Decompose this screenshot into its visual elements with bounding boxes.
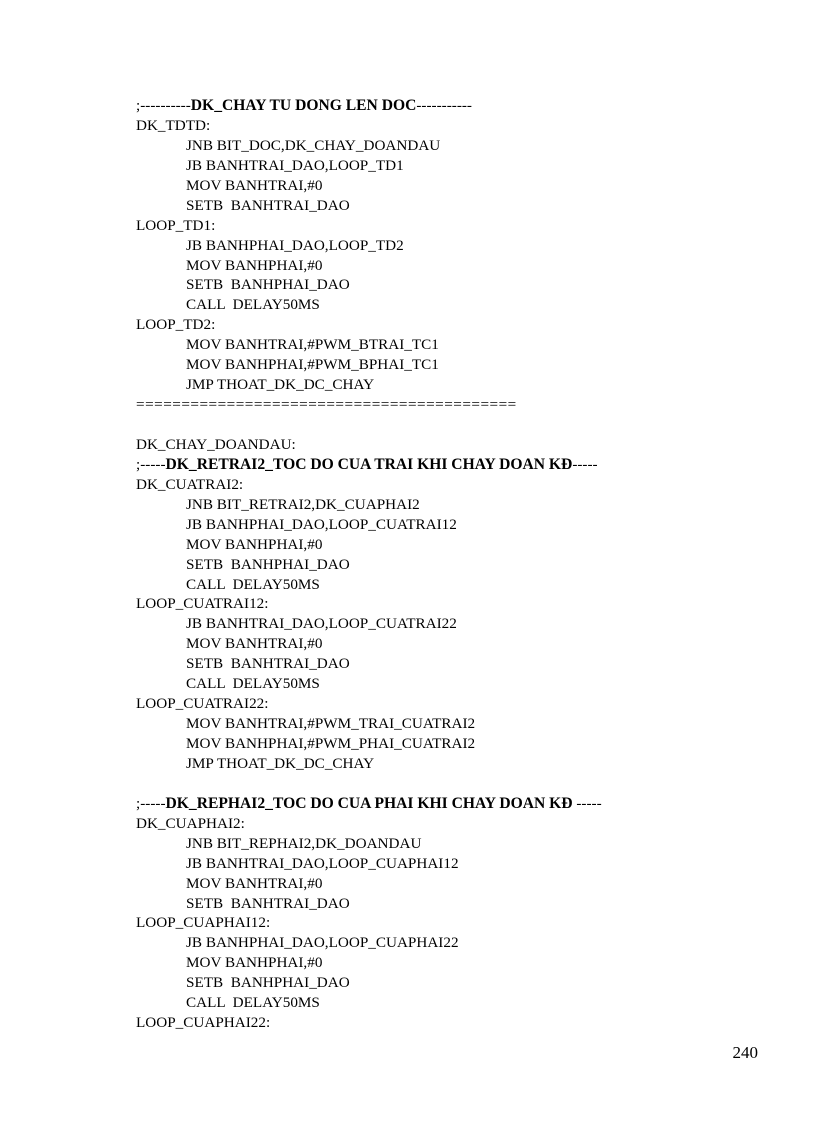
heading-title: DK_CHAY TU DONG LEN DOC xyxy=(190,97,417,114)
code-instruction: CALL DELAY50MS xyxy=(186,575,320,593)
section-heading xyxy=(136,455,756,475)
blank-line xyxy=(136,774,756,794)
code-instruction: JNB BIT_DOC,DK_CHAY_DOANDAU xyxy=(186,136,441,154)
heading-prefix: ;----- xyxy=(136,794,166,812)
code-label: DK_TDTD: xyxy=(136,116,211,134)
code-instruction: MOV BANHTRAI,#0 xyxy=(186,874,323,892)
code-label: LOOP_TD1: xyxy=(136,216,216,234)
code-instruction: JB BANHTRAI_DAO,LOOP_CUATRAI22 xyxy=(186,615,457,633)
code-instruction: JMP THOAT_DK_DC_CHAY xyxy=(186,376,375,394)
blank-line xyxy=(136,415,756,435)
code-instruction: SETB BANHPHAI_DAO xyxy=(186,555,350,573)
heading-prefix: ;----- xyxy=(136,455,166,473)
code-instruction: JNB BIT_REPHAI2,DK_DOANDAU xyxy=(186,834,422,852)
code-instruction: MOV BANHPHAI,#0 xyxy=(186,256,323,274)
code-instruction: SETB BANHPHAI_DAO xyxy=(186,276,350,294)
heading-title: DK_REPHAI2_TOC DO CUA PHAI KHI CHAY DOAN KĐ xyxy=(165,794,573,812)
heading-suffix: ----- xyxy=(572,455,598,473)
code-instruction: JNB BIT_RETRAI2,DK_CUAPHAI2 xyxy=(186,495,420,513)
code-instruction: JB BANHTRAI_DAO,LOOP_CUAPHAI12 xyxy=(186,854,459,872)
code-instruction: CALL DELAY50MS xyxy=(186,675,320,693)
code-label: LOOP_CUATRAI22: xyxy=(136,695,269,713)
code-listing xyxy=(136,96,756,1033)
code-label: DK_CUAPHAI2: xyxy=(136,814,245,832)
separator-line: ========================================== xyxy=(136,396,517,414)
section-heading xyxy=(136,96,756,116)
code-instruction: MOV BANHTRAI,#PWM_BTRAI_TC1 xyxy=(186,336,439,354)
code-instruction: JB BANHPHAI_DAO,LOOP_CUATRAI12 xyxy=(186,515,457,533)
code-instruction: MOV BANHTRAI,#0 xyxy=(186,635,323,653)
code-label: LOOP_TD2: xyxy=(136,316,216,334)
heading-suffix: ----------- xyxy=(416,97,472,114)
code-instruction: MOV BANHTRAI,#PWM_TRAI_CUATRAI2 xyxy=(186,715,476,733)
code-instruction: CALL DELAY50MS xyxy=(186,994,320,1012)
code-label: DK_CHAY_DOANDAU: xyxy=(136,435,296,453)
code-instruction: JB BANHTRAI_DAO,LOOP_TD1 xyxy=(186,156,404,174)
code-instruction: MOV BANHPHAI,#PWM_BPHAI_TC1 xyxy=(186,356,439,374)
code-label: LOOP_CUAPHAI22: xyxy=(136,1014,271,1032)
code-instruction: JMP THOAT_DK_DC_CHAY xyxy=(186,754,375,772)
code-label: LOOP_CUAPHAI12: xyxy=(136,914,271,932)
code-label: DK_CUATRAI2: xyxy=(136,475,244,493)
heading-title: DK_RETRAI2_TOC DO CUA TRAI KHI CHAY DOAN KĐ xyxy=(165,455,573,473)
code-instruction: JB BANHPHAI_DAO,LOOP_TD2 xyxy=(186,236,404,254)
code-instruction: MOV BANHPHAI,#PWM_PHAI_CUATRAI2 xyxy=(186,735,476,752)
code-instruction: SETB BANHTRAI_DAO xyxy=(186,894,350,912)
code-instruction: SETB BANHTRAI_DAO xyxy=(186,196,350,214)
code-instruction: MOV BANHPHAI,#0 xyxy=(186,535,323,553)
code-instruction: MOV BANHPHAI,#0 xyxy=(186,954,323,972)
code-instruction: SETB BANHPHAI_DAO xyxy=(186,974,350,992)
code-instruction: JB BANHPHAI_DAO,LOOP_CUAPHAI22 xyxy=(186,934,459,952)
code-label: LOOP_CUATRAI12: xyxy=(136,595,269,613)
section-heading xyxy=(136,794,756,814)
code-instruction: MOV BANHTRAI,#0 xyxy=(186,176,323,194)
heading-prefix: ;---------- xyxy=(136,97,191,114)
code-instruction: SETB BANHTRAI_DAO xyxy=(186,655,350,673)
page-number: 240 xyxy=(732,1043,758,1062)
code-instruction: CALL DELAY50MS xyxy=(186,296,320,314)
heading-suffix: ----- xyxy=(572,794,602,812)
